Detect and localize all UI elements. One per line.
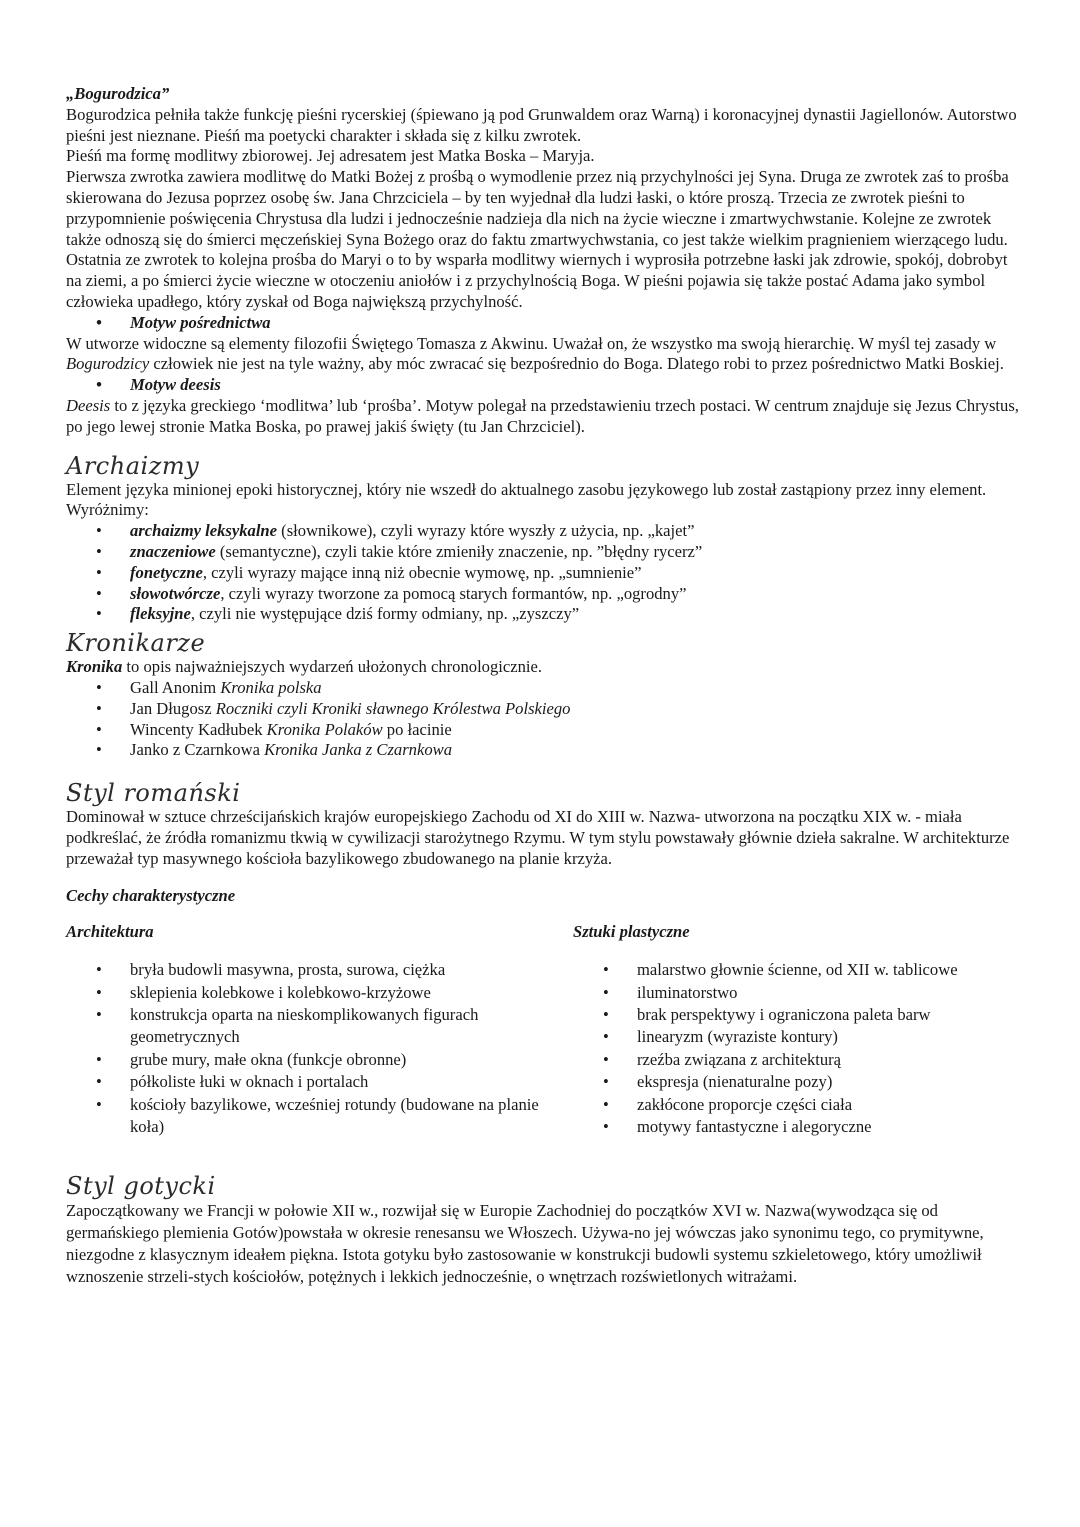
architecture-column	[66, 922, 573, 1138]
list-item: • zakłócone proporcje części ciała	[573, 1094, 1023, 1116]
list-item: • motywy fantastyczne i alegoryczne	[573, 1116, 1023, 1138]
section-styl-romanski	[66, 779, 1026, 1138]
term-desc: , czyli wyrazy tworzone za pomocą starych formantów, np. „ogrodny”	[220, 583, 687, 603]
term-desc: , czyli wyrazy mające inną niż obecnie wymowę, np. „sumnienie”	[202, 562, 642, 582]
author: Janko z Czarnkowa	[130, 740, 265, 760]
architecture-title: Architektura	[66, 922, 154, 942]
art-title: Sztuki plastyczne	[573, 922, 690, 942]
archaizmy-list	[66, 521, 1026, 625]
list-item: • grube mury, małe okna (funkcje obronne)	[66, 1049, 573, 1071]
work-title: Kronika polska	[220, 677, 322, 697]
list-item	[66, 521, 1026, 542]
archaizmy-intro: Element języka minionej epoki historycznej, który nie wszedł do aktualnego zasobu językowego lub został zastąpiony przez inny element. Wyróżnimy:	[66, 479, 987, 520]
term-desc: (słownikowe), czyli wyrazy które wyszły z użycia, np. „kajet”	[277, 521, 695, 541]
list-item: • iluminatorstwo	[573, 982, 1023, 1004]
list-item: • linearyzm (wyraziste kontury)	[573, 1026, 1023, 1048]
list-item: • brak perspektywy i ograniczona paleta barw	[573, 1004, 1023, 1026]
term: fleksyjne	[130, 604, 191, 624]
archaizmy-title: Archaizmy	[66, 451, 200, 480]
list-item: • bryła budowli masywna, prosta, surowa, ciężka	[66, 959, 573, 981]
motif-deesis-title: • Motyw deesis	[66, 375, 1026, 396]
list-item: • konstrukcja oparta na nieskomplikowanych figurach geometrycznych	[66, 1004, 573, 1049]
list-item	[66, 699, 1026, 720]
art-column	[573, 922, 1023, 1138]
work-title: Kronika Janka z Czarnkowa	[264, 740, 452, 760]
motif1-text-b: człowiek nie jest na tyle ważny, aby móc zwracać się bezpośrednio do Boga. Dlatego robi to przez pośrednictwo Matki Boskiej.	[149, 354, 1004, 374]
list-item	[66, 604, 1026, 625]
romanski-title: Styl romański	[66, 779, 241, 808]
kronikarze-title: Kronikarze	[66, 629, 206, 658]
motif1-text-a: W utworze widoczne są elementy filozofii Świętego Tomasza z Akwinu. Uważał on, że wszystko ma swoją hierarchię. W myśl tej zasady w	[66, 333, 997, 353]
motif-posrednictwa-text	[66, 334, 1026, 376]
art-list	[573, 959, 1023, 1138]
author: Gall Anonim	[130, 677, 221, 697]
bogurodzica-paragraph-3: Pierwsza zwrotka zawiera modlitwę do Matki Bożej z prośbą o wymodlenie przez nią przychylności jej Syna. Druga ze zwrotek zaś to prośba skierowana do Jezusa poprzez osobę św. Jana Chrzciciela – by ten wyjednał dla ludzi łaski, o które proszą. Trzecia ze zwrotek pieśni to przypomnienie poświęcenia Chrystusa dla ludzi i jednocześnie nadzieja dla nich na życie wieczne i zmartwychwstanie. Kolejne ze zwrotek także odnoszą się do śmierci męczeńskiej Syna Bożego oraz do faktu zmartwychwstania, co jest także wielkim pragnieniem wierzącego ludu. Ostatnia ze zwrotek to kolejna prośba do Maryi o to by wsparła modlitwy wiernych i wyprosiła potrzebne łaski jak zdrowie, spokój, dobrobyt na ziemi, a po śmierci życie wieczne w otoczeniu aniołów i z przychylnością Boga. W pieśni pojawia się także postać Adama jako symbol człowieka upadłego, który zyskał od Boga największą przychylność.	[66, 167, 1009, 311]
term: fonetyczne	[130, 562, 203, 582]
kronika-def-text: to opis najważniejszych wydarzeń ułożonych chronologicznie.	[122, 657, 543, 677]
bogurodzica-paragraph-2: Pieśń ma formę modlitwy zbiorowej. Jej adresatem jest Matka Boska – Maryja.	[66, 146, 595, 166]
motif-posrednictwa-title: • Motyw pośrednictwa	[66, 313, 1026, 334]
section-kronikarze	[66, 629, 1026, 761]
work-note: po łacinie	[382, 719, 452, 739]
list-item: • kościoły bazylikowe, wcześniej rotundy (budowane na planie koła)	[66, 1094, 573, 1139]
motif2-term: Deesis	[66, 395, 111, 415]
term-desc: , czyli nie występujące dziś formy odmiany, np. „zyszczy”	[190, 604, 580, 624]
author: Jan Długosz	[130, 698, 216, 718]
term: słowotwórcze	[130, 583, 221, 603]
bogurodzica-paragraph-1: Bogurodzica pełniła także funkcję pieśni rycerskiej (śpiewano ją pod Grunwaldem oraz Warną) i koronacyjnej dynastii Jagiellonów. Autorstwo pieśni jest nieznane. Pieśń ma poetycki charakter i składa się z kilku zwrotek.	[66, 104, 1017, 145]
list-item: • malarstwo głownie ścienne, od XII w. tablicowe	[573, 959, 1023, 981]
motif-list-1	[66, 313, 1026, 334]
term: archaizmy leksykalne	[130, 521, 278, 541]
bogurodzica-title: „Bogurodzica”	[66, 84, 170, 103]
list-item	[66, 563, 1026, 584]
motif-list-2	[66, 375, 1026, 396]
kronika-term: Kronika	[66, 657, 123, 677]
kronikarze-list	[66, 678, 1026, 761]
list-item	[66, 678, 1026, 699]
features-columns	[66, 922, 1026, 1138]
architecture-list	[66, 959, 573, 1138]
document-page	[66, 84, 1026, 1288]
work-title: Kronika Polaków	[266, 719, 383, 739]
list-item	[66, 542, 1026, 563]
list-item: • półkoliste łuki w oknach i portalach	[66, 1071, 573, 1093]
work-title: Roczniki czyli Kroniki sławnego Królestwa Polskiego	[215, 698, 571, 718]
list-item	[66, 740, 1026, 761]
section-archaizmy	[66, 452, 1026, 626]
kronika-definition	[66, 657, 1026, 678]
term-desc: (semantyczne), czyli takie które zmieniły znaczenie, np. ”błędny rycerz”	[215, 541, 703, 561]
motif2-text: to z języka greckiego ‘modlitwa’ lub ‘prośba’. Motyw polegał na przedstawieniu trzech postaci. W centrum znajduje się Jezus Chrystus, po jego lewej stronie Matka Boska, po prawej jakiś święty (tu Jan Chrzciciel).	[66, 395, 1019, 436]
author: Wincenty Kadłubek	[130, 719, 267, 739]
list-item: • ekspresja (nienaturalne pozy)	[573, 1071, 1023, 1093]
list-item: • sklepienia kolebkowe i kolebkowo-krzyżowe	[66, 982, 573, 1004]
romanski-intro: Dominował w sztuce chrześcijańskich krajów europejskiego Zachodu od XI do XIII w. Nazwa- utworzona na początku XIX w. - miała podkreślać, że źródła romanizmu tkwią w cywilizacji starożytnego Rzymu. W tym stylu powstawały głównie dzieła sakralne. W architekturze przeważał typ masywnego kościoła bazylikowego zbudowanego na planie krzyża.	[66, 807, 1010, 868]
motif-deesis-text	[66, 396, 1026, 438]
motif1-text-italic: Bogurodzicy	[66, 354, 150, 374]
section-styl-gotycki	[66, 1172, 1026, 1288]
list-item	[66, 584, 1026, 605]
gotycki-text: Zapoczątkowany we Francji w połowie XII w., rozwijał się w Europie Zachodniej do początków XVI w. Nazwa(wywodząca się od germańskiego plemienia Gotów)powstała w okresie renesansu we Włoszech. Używa-no jej wówczas jako synonimu tego, co prymitywne, niezgodne z klasycznym ideałem piękna. Istota gotyku było zastosowanie w konstrukcji budowli systemu szkieletowego, który umożliwił wznoszenie strzeli-stych kościołów, potężnych i lekkich jednocześnie, o wnętrzach rozświetlonych witrażami.	[66, 1201, 984, 1287]
list-item	[66, 720, 1026, 741]
term: znaczeniowe	[130, 541, 216, 561]
features-title: Cechy charakterystyczne	[66, 885, 236, 905]
list-item: • rzeźba związana z architekturą	[573, 1049, 1023, 1071]
gotycki-title: Styl gotycki	[66, 1172, 216, 1201]
section-bogurodzica	[66, 84, 1026, 438]
